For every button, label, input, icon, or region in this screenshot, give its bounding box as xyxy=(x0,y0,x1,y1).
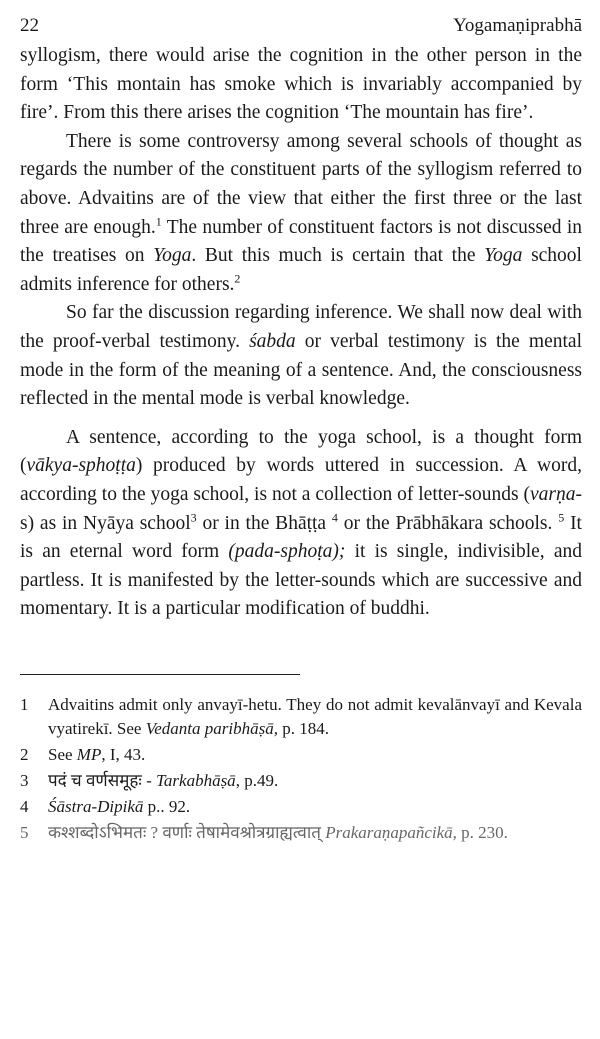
emphasis-term: śabda xyxy=(249,330,296,352)
footnote-text xyxy=(48,795,582,819)
running-header xyxy=(20,10,582,42)
paragraph-text: So far the discussion regarding inference. We shall now deal with the proof-verbal testimony. xyxy=(20,302,582,352)
footnote-number: 4 xyxy=(20,796,29,816)
footnote-segment: p. 184. xyxy=(277,718,329,738)
paragraph-text: or in the Bhāṭṭa xyxy=(196,512,332,534)
footnote-number: 2 xyxy=(20,744,29,764)
footnote-number: 5 xyxy=(20,822,29,842)
book-page xyxy=(20,10,582,847)
footnote-text xyxy=(48,693,582,741)
footnotes xyxy=(20,693,582,845)
main-text xyxy=(20,42,582,624)
footnote-segment: , I, 43. xyxy=(101,744,146,764)
footnote xyxy=(20,821,582,845)
paragraph-syllogism-controversy xyxy=(20,128,582,300)
emphasis-term: (pada-sphoṭa); xyxy=(228,541,346,563)
footnote-segment: p.. 92. xyxy=(143,796,191,816)
footnote-citation: Śāstra-Dipikā xyxy=(48,796,144,816)
footnote-text xyxy=(48,769,582,793)
paragraph-text: -s) as in Nyāya school xyxy=(20,483,582,534)
paragraph-text: A sentence, according to the yoga school, is a thought form ( xyxy=(20,426,582,477)
footnote-citation: MP xyxy=(76,744,102,764)
footnote-segment: पदं च वर्णसमूहः - xyxy=(48,770,157,790)
footnote-citation: Tarkabhāṣā xyxy=(156,770,236,790)
footnote-ref: 1 xyxy=(155,214,162,229)
footnote-text xyxy=(48,821,582,845)
paragraph-text: school admits inference for others. xyxy=(20,245,582,295)
page-number: 22 xyxy=(20,15,39,36)
paragraph-text: or the Prābhākara schools. xyxy=(337,512,559,534)
emphasis-term: Yoga xyxy=(484,245,523,267)
footnote xyxy=(20,769,582,793)
footnote xyxy=(20,693,582,741)
footnote-segment: See xyxy=(48,744,77,764)
footnote-segment: कश्शब्दोऽभिमतः ? वर्णाः तेषामेवश्रोत्रग्राह्यत्वात् xyxy=(48,822,326,842)
footnote-segment: , p.49. xyxy=(235,770,279,790)
footnote-divider xyxy=(20,674,300,675)
paragraph-text: There is some controversy among several schools of thought as regards the number of the constituent parts of the syllogism referred to above. Advaitins are of the view that either the first three or the last three are enough. xyxy=(20,130,582,238)
footnote-ref: 4 xyxy=(331,510,338,524)
paragraph-text: It is an eternal word form xyxy=(20,512,582,563)
footnote-number: 1 xyxy=(20,694,29,714)
paragraph-text: The number of constituent factors is not discussed in the treatises on xyxy=(20,216,582,267)
paragraph-text: ) produced by words uttered in succession. A word, according to the yoga school, is not a collection of letter-sounds ( xyxy=(20,455,582,505)
book-title: Yogamaṇiprabhā xyxy=(453,15,582,36)
paragraph-syllogism-conclusion xyxy=(20,42,582,128)
paragraph-verbal-testimony xyxy=(20,299,582,413)
footnote-citation: Vedanta paribhāṣā, xyxy=(145,718,278,738)
footnote-segment: Advaitins admit only anvayī-hetu. They do not admit kevalānvayī and Kevala vyatirekī. See xyxy=(48,694,582,738)
footnote-text xyxy=(48,743,582,767)
emphasis-term: Yoga xyxy=(153,245,192,267)
footnote-ref: 3 xyxy=(190,510,197,524)
paragraph-text: . But this much is certain that the xyxy=(191,245,485,267)
footnote-ref: 2 xyxy=(234,271,241,286)
footnote-segment: p. 230. xyxy=(456,822,508,842)
paragraph-text: or verbal testimony is the mental mode in the form of the meaning of a sentence. And, the consciousness reflected in the mental mode is verbal knowledge. xyxy=(20,330,582,410)
footnote-citation: Prakaraṇapañcikā, xyxy=(325,822,457,842)
emphasis-term: varṇa xyxy=(530,483,576,505)
paragraph-text: syllogism, there would arise the cognition in the other person in the form ‘This montain has smoke which is invariably accompanied by fire’. From this there arises the cognition ‘The mountain has fire’. xyxy=(20,45,582,124)
footnote xyxy=(20,743,582,767)
paragraph-text: it is single, indivisible, and partless. It is manifested by the letter-sounds which are successive and momentary. It is a particular modification of buddhi. xyxy=(20,541,582,620)
emphasis-term: vākya-sphoṭṭa xyxy=(26,455,136,477)
paragraph-sentence-definition xyxy=(20,424,582,624)
footnote xyxy=(20,795,582,819)
footnote-number: 3 xyxy=(20,770,29,790)
footnote-ref: 5 xyxy=(558,510,565,524)
